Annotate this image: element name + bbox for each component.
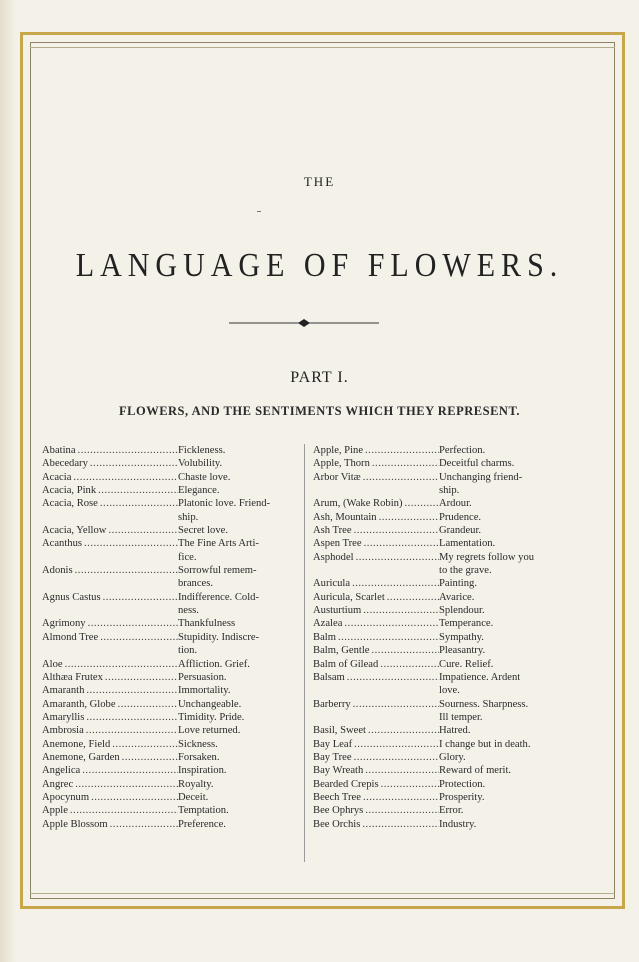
list-item [42, 751, 297, 764]
flower-sentiment: Splendour. [439, 605, 485, 617]
list-item [313, 724, 561, 737]
list-item [313, 764, 561, 777]
flower-sentiment: Sourness. Sharpness. Ill temper. [439, 698, 529, 723]
flower-sentiment: Indifference. Cold- ness. [178, 591, 259, 617]
flower-name: Arbor Vitæ ..... [313, 471, 439, 484]
list-item [42, 457, 297, 470]
flower-name: Balm, Gentle ..... [313, 644, 439, 657]
flower-name: Anemone, Garden ..... [42, 751, 178, 764]
list-item [313, 537, 561, 550]
flower-name: Bay Wreath ..... [313, 764, 439, 777]
flower-name: Balsam ..... [313, 671, 439, 684]
flower-name: Ash Tree ..... [313, 524, 439, 537]
flower-name: Althæa Frutex ..... [42, 671, 178, 684]
page-edge-shadow [0, 0, 16, 962]
flower-sentiment: Unchanging friend- ship. [439, 471, 523, 497]
flower-sentiment: Painting. [439, 578, 477, 590]
flower-sentiment: Ardour. [439, 498, 472, 510]
small-mark [257, 211, 261, 212]
flower-name: Basil, Sweet ..... [313, 724, 439, 737]
list-item [42, 484, 297, 497]
flower-name: Angelica ..... [42, 764, 178, 777]
flower-name: Bearded Crepis ..... [313, 778, 439, 791]
flower-sentiment: Sorrowful remem- brances. [178, 565, 257, 590]
flower-name: Austurtium ..... [313, 604, 439, 617]
flower-sentiment: Sympathy. [439, 631, 484, 643]
flower-sentiment: Protection. [439, 778, 486, 790]
flower-name: Aloe ..... [42, 658, 178, 671]
flower-sentiment: Volubility. [178, 458, 223, 470]
list-item [313, 738, 561, 751]
flower-sentiment: Impatience. Ardent love. [439, 671, 521, 697]
flower-name: Auricula ..... [313, 577, 439, 590]
flower-name: Adonis ..... [42, 564, 178, 577]
title-the: THE [303, 174, 336, 189]
flower-sentiment: Deceitful charms. [439, 458, 515, 470]
flower-name: Azalea ..... [313, 617, 439, 630]
flower-name: Acacia ..... [42, 471, 178, 484]
diamond-rule-ornament-icon [229, 317, 379, 329]
flower-sentiment: Avarice. [439, 591, 475, 603]
list-item [42, 724, 297, 737]
flower-name: Balm of Gilead ..... [313, 658, 439, 671]
flower-sentiment: Chaste love. [178, 471, 231, 483]
list-item [42, 804, 297, 817]
flower-sentiment: Forsaken. [178, 751, 220, 763]
flower-sentiment: Temperance. [439, 618, 494, 630]
flower-name: Amaranth, Globe ..... [42, 698, 178, 711]
list-item [313, 778, 561, 791]
list-item [313, 511, 561, 524]
flower-name: Ambrosia ..... [42, 724, 178, 737]
flower-sentiment: Inspiration. [178, 765, 227, 777]
flower-sentiment: Immortality. [178, 685, 231, 697]
list-item [42, 684, 297, 697]
list-item [42, 658, 297, 671]
flower-name: Acanthus ..... [42, 537, 178, 550]
flower-sentiment: Preference. [178, 818, 226, 830]
inner-rule-top [30, 47, 615, 48]
flower-name: Auricula, Scarlet ..... [313, 591, 439, 604]
flower-name: Bay Tree ..... [313, 751, 439, 764]
list-item [42, 471, 297, 484]
flower-name: Ash, Mountain ..... [313, 511, 439, 524]
flower-sentiment: Persuasion. [178, 671, 227, 683]
flower-name: Amaranth ..... [42, 684, 178, 697]
flower-sentiment: Unchangeable. [178, 698, 242, 710]
list-item [313, 604, 561, 617]
flower-sentiment: Prudence. [439, 511, 482, 523]
list-item [313, 644, 561, 657]
list-item [313, 804, 561, 817]
flower-name: Amaryllis ..... [42, 711, 178, 724]
flower-sentiment: Sickness. [178, 738, 218, 750]
list-item [313, 444, 561, 457]
list-item [313, 671, 561, 698]
list-item [42, 671, 297, 684]
flower-sentiment: Love returned. [178, 725, 241, 737]
list-item [42, 537, 297, 564]
flower-name: Aspen Tree ..... [313, 537, 439, 550]
flower-sentiment: Hatred. [439, 725, 471, 737]
flower-name: Asphodel ..... [313, 551, 439, 564]
left-column [42, 444, 297, 831]
inner-rule-bottom [30, 893, 615, 894]
flower-sentiment: Perfection. [439, 445, 486, 456]
flower-sentiment: Prosperity. [439, 791, 485, 803]
flower-sentiment: Cure. Relief. [439, 658, 494, 670]
flower-sentiment: Temptation. [178, 805, 229, 817]
flower-name: Abatina ..... [42, 444, 178, 457]
list-item [42, 738, 297, 751]
flower-name: Beech Tree ..... [313, 791, 439, 804]
flower-sentiment: Fickleness. [178, 445, 226, 456]
list-item [42, 698, 297, 711]
flower-name: Balm ..... [313, 631, 439, 644]
flower-name: Bay Leaf ..... [313, 738, 439, 751]
flower-sentiment: My regrets follow you to the grave. [439, 551, 535, 577]
flower-sentiment: Reward of merit. [439, 765, 512, 777]
list-item [42, 711, 297, 724]
flower-sentiment: Lamentation. [439, 538, 496, 550]
flower-sentiment: Stupidity. Indiscre- tion. [178, 631, 260, 657]
flower-sentiment: Timidity. Pride. [178, 711, 245, 723]
flower-name: Angrec ..... [42, 778, 178, 791]
flower-sentiment: Grandeur. [439, 525, 482, 537]
column-divider [304, 444, 305, 862]
flower-name: Almond Tree ..... [42, 631, 178, 644]
flower-sentiment: Affliction. Grief. [178, 658, 250, 670]
flower-sentiment: Error. [439, 805, 464, 817]
list-item [313, 471, 561, 498]
flower-name: Acacia, Pink ..... [42, 484, 178, 497]
list-item [42, 631, 297, 658]
part-heading: PART I. [290, 369, 349, 386]
flower-sentiment: Elegance. [178, 485, 220, 497]
list-item [313, 577, 561, 590]
list-item [42, 818, 297, 831]
list-item [313, 631, 561, 644]
list-item [313, 524, 561, 537]
list-item [42, 764, 297, 777]
list-item [313, 658, 561, 671]
flower-name: Acacia, Rose ..... [42, 497, 178, 510]
list-item [313, 457, 561, 470]
flower-name: Agrimony ..... [42, 617, 178, 630]
flower-sentiment: Glory. [439, 751, 466, 763]
section-subtitle: FLOWERS, AND THE SENTIMENTS WHICH THEY REPRESENT. [119, 404, 520, 418]
list-item [42, 778, 297, 791]
flower-name: Abecedary ..... [42, 457, 178, 470]
flower-name: Apocynum ..... [42, 791, 178, 804]
flower-name: Apple ..... [42, 804, 178, 817]
list-item [42, 617, 297, 630]
flower-sentiment: Thankfulness [178, 618, 236, 630]
flower-name: Anemone, Field ..... [42, 738, 178, 751]
flower-name: Bee Ophrys ..... [313, 804, 439, 817]
flower-name: Bee Orchis ..... [313, 818, 439, 831]
list-item [42, 524, 297, 537]
list-item [313, 551, 561, 578]
list-item [313, 617, 561, 630]
list-item [42, 591, 297, 618]
flower-sentiment: Secret love. [178, 525, 229, 537]
list-item [313, 818, 561, 831]
flower-sentiment: The Fine Arts Arti- fice. [178, 538, 259, 563]
page-title: LANGUAGE OF FLOWERS. [75, 246, 564, 284]
flower-sentiment: I change but in death. [439, 738, 531, 750]
list-item [42, 564, 297, 591]
list-item [42, 791, 297, 804]
flower-name: Apple Blossom ..... [42, 818, 178, 831]
flower-sentiment: Deceit. [178, 791, 209, 803]
flower-sentiment: Royalty. [178, 778, 214, 790]
flower-name: Barberry ..... [313, 698, 439, 711]
flower-name: Agnus Castus ..... [42, 591, 178, 604]
list-item [313, 791, 561, 804]
flower-sentiment: Industry. [439, 818, 477, 830]
list-item [42, 444, 297, 457]
flower-name: Acacia, Yellow ..... [42, 524, 178, 537]
list-item [313, 591, 561, 604]
right-column [313, 444, 561, 831]
flower-name: Apple, Pine ..... [313, 444, 439, 457]
list-item [313, 698, 561, 725]
list-item [313, 497, 561, 510]
flower-name: Apple, Thorn ..... [313, 457, 439, 470]
list-item [42, 497, 297, 524]
flower-name: Arum, (Wake Robin) ..... [313, 497, 439, 510]
flower-sentiment: Pleasantry. [439, 645, 486, 657]
list-item [313, 751, 561, 764]
flower-sentiment: Platonic love. Friend- ship. [178, 498, 271, 523]
